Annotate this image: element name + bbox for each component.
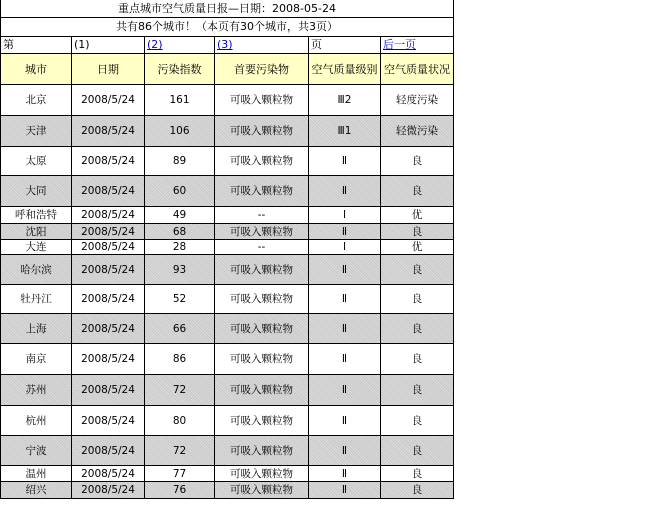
cell-date: 2008/5/24 bbox=[72, 255, 145, 285]
cell-city: 杭州 bbox=[1, 406, 72, 436]
cell-pollution-index: 52 bbox=[145, 285, 215, 314]
cell-primary-pollutant: 可吸入颗粒物 bbox=[215, 285, 309, 314]
header-quality-level bbox=[309, 54, 381, 85]
cell-quality-level: Ⅱ bbox=[309, 176, 381, 207]
cell-city: 呼和浩特 bbox=[1, 207, 72, 224]
cell-pollution-index: 106 bbox=[145, 116, 215, 147]
cell-primary-pollutant: 可吸入颗粒物 bbox=[215, 436, 309, 466]
table-row bbox=[1, 482, 454, 499]
cell-quality-level: Ⅱ bbox=[309, 224, 381, 240]
cell-quality-status: 良 bbox=[381, 344, 454, 375]
cell-quality-level: Ⅲ1 bbox=[309, 116, 381, 147]
table-row bbox=[1, 176, 454, 207]
cell-primary-pollutant: 可吸入颗粒物 bbox=[215, 147, 309, 176]
table-row bbox=[1, 436, 454, 466]
cell-date: 2008/5/24 bbox=[72, 85, 145, 116]
city-count-text: 共有86个城市！（本页有30个城市，共3页） bbox=[1, 18, 454, 37]
cell-date: 2008/5/24 bbox=[72, 176, 145, 207]
cell-quality-status: 良 bbox=[381, 314, 454, 344]
cell-primary-pollutant: 可吸入颗粒物 bbox=[215, 116, 309, 147]
cell-primary-pollutant: 可吸入颗粒物 bbox=[215, 176, 309, 207]
cell-quality-status: 良 bbox=[381, 147, 454, 176]
cell-primary-pollutant: 可吸入颗粒物 bbox=[215, 85, 309, 116]
table-row bbox=[1, 255, 454, 285]
cell-pollution-index: 77 bbox=[145, 466, 215, 482]
pager-page-3-link[interactable]: (3) bbox=[217, 38, 233, 51]
cell-date: 2008/5/24 bbox=[72, 406, 145, 436]
cell-quality-level: Ⅱ bbox=[309, 466, 381, 482]
cell-quality-status: 良 bbox=[381, 285, 454, 314]
cell-quality-level: Ⅱ bbox=[309, 285, 381, 314]
cell-quality-status: 良 bbox=[381, 436, 454, 466]
cell-quality-level: Ⅱ bbox=[309, 375, 381, 406]
cell-primary-pollutant: 可吸入颗粒物 bbox=[215, 224, 309, 240]
cell-quality-level: Ⅰ bbox=[309, 207, 381, 224]
cell-quality-status: 良 bbox=[381, 406, 454, 436]
cell-date: 2008/5/24 bbox=[72, 116, 145, 147]
cell-quality-status: 良 bbox=[381, 375, 454, 406]
header-quality-level-text: 空气质量级别 bbox=[311, 62, 378, 76]
cell-pollution-index: 80 bbox=[145, 406, 215, 436]
cell-pollution-index: 66 bbox=[145, 314, 215, 344]
cell-city: 沈阳 bbox=[1, 224, 72, 240]
pager-suffix: 页 bbox=[309, 37, 381, 54]
cell-quality-level: Ⅱ bbox=[309, 406, 381, 436]
cell-city: 南京 bbox=[1, 344, 72, 375]
cell-quality-status: 良 bbox=[381, 466, 454, 482]
table-row bbox=[1, 344, 454, 375]
cell-city: 温州 bbox=[1, 466, 72, 482]
cell-pollution-index: 161 bbox=[145, 85, 215, 116]
table-row bbox=[1, 207, 454, 224]
cell-primary-pollutant: 可吸入颗粒物 bbox=[215, 255, 309, 285]
table-row bbox=[1, 240, 454, 255]
cell-quality-level: Ⅱ bbox=[309, 344, 381, 375]
cell-date: 2008/5/24 bbox=[72, 240, 145, 255]
cell-quality-level: Ⅱ bbox=[309, 255, 381, 285]
cell-quality-level: Ⅰ bbox=[309, 240, 381, 255]
cell-quality-status: 轻度污染 bbox=[381, 85, 454, 116]
cell-primary-pollutant: 可吸入颗粒物 bbox=[215, 314, 309, 344]
report-title: 重点城市空气质量日报—日期：2008-05-24 bbox=[1, 0, 454, 18]
header-quality-status-text: 空气质量状况 bbox=[384, 62, 451, 76]
cell-primary-pollutant: 可吸入颗粒物 bbox=[215, 466, 309, 482]
cell-quality-level: Ⅱ bbox=[309, 482, 381, 499]
cell-city: 太原 bbox=[1, 147, 72, 176]
cell-city: 哈尔滨 bbox=[1, 255, 72, 285]
cell-city: 大连 bbox=[1, 240, 72, 255]
cell-pollution-index: 28 bbox=[145, 240, 215, 255]
cell-city: 上海 bbox=[1, 314, 72, 344]
header-quality-status bbox=[381, 54, 454, 85]
cell-date: 2008/5/24 bbox=[72, 207, 145, 224]
table-row bbox=[1, 224, 454, 240]
cell-quality-status: 良 bbox=[381, 255, 454, 285]
cell-pollution-index: 72 bbox=[145, 436, 215, 466]
table-row bbox=[1, 406, 454, 436]
pager-prefix: 第 bbox=[1, 37, 72, 54]
cell-date: 2008/5/24 bbox=[72, 285, 145, 314]
cell-pollution-index: 72 bbox=[145, 375, 215, 406]
cell-quality-level: Ⅲ2 bbox=[309, 85, 381, 116]
cell-date: 2008/5/24 bbox=[72, 482, 145, 499]
cell-date: 2008/5/24 bbox=[72, 375, 145, 406]
header-primary-pollutant: 首要污染物 bbox=[215, 54, 309, 85]
count-row bbox=[1, 18, 454, 37]
cell-date: 2008/5/24 bbox=[72, 147, 145, 176]
cell-primary-pollutant: 可吸入颗粒物 bbox=[215, 482, 309, 499]
cell-pollution-index: 86 bbox=[145, 344, 215, 375]
cell-date: 2008/5/24 bbox=[72, 224, 145, 240]
header-date: 日期 bbox=[72, 54, 145, 85]
cell-primary-pollutant: 可吸入颗粒物 bbox=[215, 375, 309, 406]
cell-date: 2008/5/24 bbox=[72, 436, 145, 466]
table-row bbox=[1, 85, 454, 116]
cell-city: 苏州 bbox=[1, 375, 72, 406]
cell-primary-pollutant: 可吸入颗粒物 bbox=[215, 406, 309, 436]
cell-quality-status: 良 bbox=[381, 176, 454, 207]
cell-quality-status: 优 bbox=[381, 207, 454, 224]
header-pollution-index: 污染指数 bbox=[145, 54, 215, 85]
pager-row bbox=[1, 37, 454, 54]
next-page-link[interactable]: 后一页 bbox=[383, 38, 416, 51]
cell-city: 宁波 bbox=[1, 436, 72, 466]
table-row bbox=[1, 314, 454, 344]
cell-pollution-index: 76 bbox=[145, 482, 215, 499]
cell-date: 2008/5/24 bbox=[72, 344, 145, 375]
column-header-row bbox=[1, 54, 454, 85]
cell-quality-level: Ⅱ bbox=[309, 147, 381, 176]
pager-page-2-link[interactable]: (2) bbox=[147, 38, 163, 51]
cell-city: 牡丹江 bbox=[1, 285, 72, 314]
cell-quality-status: 优 bbox=[381, 240, 454, 255]
table-row bbox=[1, 147, 454, 176]
cell-quality-level: Ⅱ bbox=[309, 436, 381, 466]
cell-pollution-index: 93 bbox=[145, 255, 215, 285]
cell-quality-status: 轻微污染 bbox=[381, 116, 454, 147]
header-city: 城市 bbox=[1, 54, 72, 85]
cell-primary-pollutant: -- bbox=[215, 240, 309, 255]
cell-city: 北京 bbox=[1, 85, 72, 116]
cell-date: 2008/5/24 bbox=[72, 466, 145, 482]
table-row bbox=[1, 466, 454, 482]
cell-date: 2008/5/24 bbox=[72, 314, 145, 344]
cell-pollution-index: 60 bbox=[145, 176, 215, 207]
table-row bbox=[1, 285, 454, 314]
cell-pollution-index: 49 bbox=[145, 207, 215, 224]
cell-primary-pollutant: -- bbox=[215, 207, 309, 224]
cell-quality-status: 良 bbox=[381, 482, 454, 499]
table-row bbox=[1, 116, 454, 147]
table-row bbox=[1, 375, 454, 406]
cell-pollution-index: 68 bbox=[145, 224, 215, 240]
cell-pollution-index: 89 bbox=[145, 147, 215, 176]
cell-quality-status: 良 bbox=[381, 224, 454, 240]
cell-city: 天津 bbox=[1, 116, 72, 147]
cell-city: 大同 bbox=[1, 176, 72, 207]
cell-quality-level: Ⅱ bbox=[309, 314, 381, 344]
cell-primary-pollutant: 可吸入颗粒物 bbox=[215, 344, 309, 375]
pager-current-page: (1) bbox=[72, 37, 145, 54]
title-row bbox=[1, 0, 454, 18]
cell-city: 绍兴 bbox=[1, 482, 72, 499]
